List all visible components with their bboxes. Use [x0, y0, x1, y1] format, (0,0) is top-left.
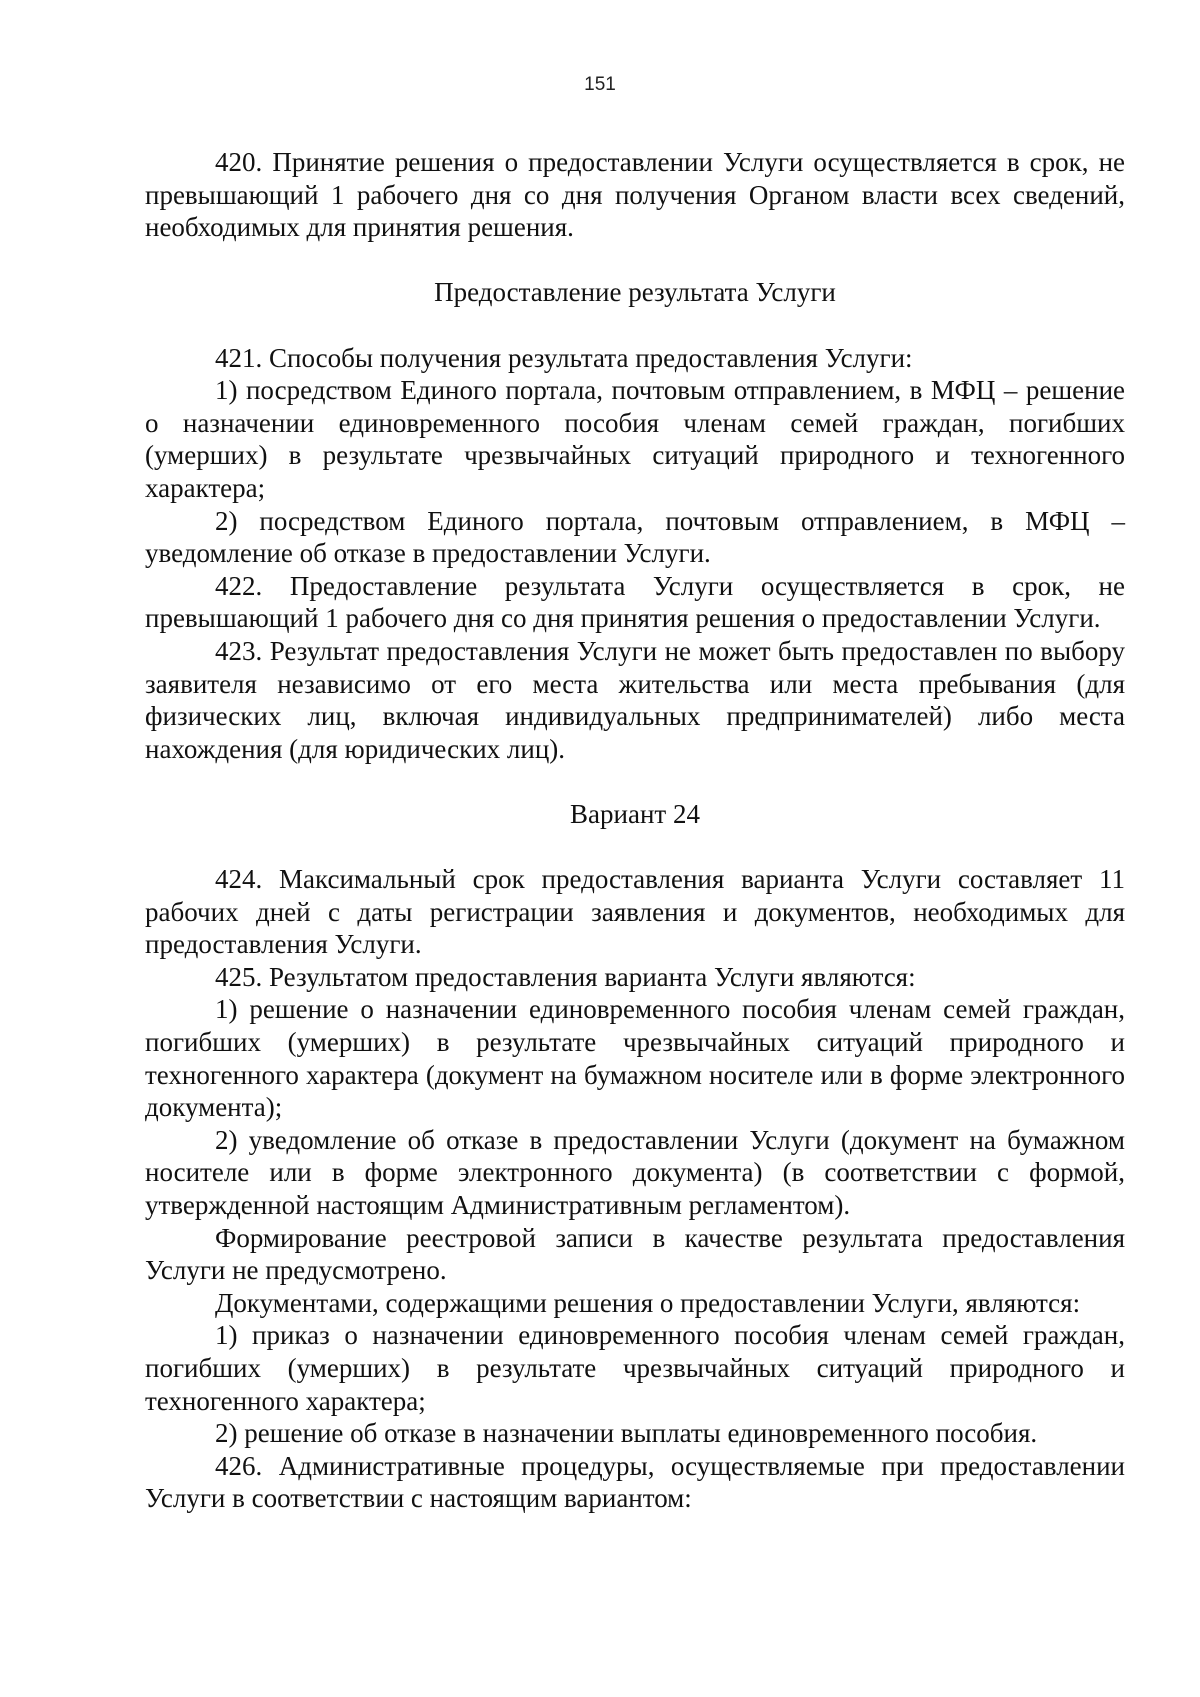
paragraph-425-item-1: 1) решение о назначении единовременного пособия членам семей граждан, погибших (умерших) в результате чрезвычайных ситуаций природного и техногенного характера (документ на бумажном носителе или в форме электронного документа);	[145, 994, 1125, 1123]
spacer	[145, 765, 1125, 798]
paragraph-424: 424. Максимальный срок предоставления варианта Услуги составляет 11 рабочих дней с даты регистрации заявления и документов, необходимых для предоставления Услуги.	[145, 864, 1125, 960]
paragraph-registry-record: Формирование реестровой записи в качестве результата предоставления Услуги не предусмотрено.	[145, 1222, 1125, 1286]
paragraph-decision-documents: Документами, содержащими решения о предоставлении Услуги, являются:	[215, 1287, 1081, 1318]
paragraph-decision-documents-item-2: 2) решение об отказе в назначении выплаты единовременного пособия.	[215, 1418, 1038, 1449]
paragraph-decision-documents-item-1: 1) приказ о назначении единовременного пособия членам семей граждан, погибших (умерших) в результате чрезвычайных ситуаций природного и техногенного характера;	[145, 1320, 1125, 1416]
section-heading-result: Предоставление результата Услуги	[434, 277, 836, 308]
paragraph-425-item-2: 2) уведомление об отказе в предоставлении Услуги (документ на бумажном носителе или в форме электронного документа) (в соответствии с формой, утвержденной настоящим Административным регламентом).	[145, 1124, 1125, 1220]
section-heading-variant-24: Вариант 24	[570, 798, 700, 829]
paragraph-421-item-1: 1) посредством Единого портала, почтовым отправлением, в МФЦ – решение о назначении единовременного пособия членам семей граждан, погибших (умерших) в результате чрезвычайных ситуаций природного и техногенного характера;	[145, 375, 1125, 503]
paragraph-420: 420. Принятие решения о предоставлении Услуги осуществляется в срок, не превышающий 1 рабочего дня со дня получения Органом власти всех сведений, необходимых для принятия решения.	[145, 147, 1125, 243]
paragraph-423: 423. Результат предоставления Услуги не может быть предоставлен по выбору заявителя независимо от его места жительства или места пребывания (для физических лиц, включая индивидуальных предпринимателей) либо места нахождения (для юридических лиц).	[145, 635, 1125, 764]
spacer	[145, 309, 1125, 342]
paragraph-421: 421. Способы получения результата предоставления Услуги:	[215, 342, 913, 373]
paragraph-426: 426. Административные процедуры, осуществляемые при предоставлении Услуги в соответствии с настоящим вариантом:	[145, 1450, 1125, 1514]
paragraph-422: 422. Предоставление результата Услуги осуществляется в срок, не превышающий 1 рабочего дня со дня принятия решения о предоставлении Услуги.	[145, 570, 1125, 634]
spacer	[145, 830, 1125, 863]
paragraph-421-item-2: 2) посредством Единого портала, почтовым отправлением, в МФЦ – уведомление об отказе в предоставлении Услуги.	[145, 505, 1125, 569]
document-body	[145, 146, 1125, 1515]
spacer	[145, 244, 1125, 277]
page-number: 151	[584, 74, 616, 95]
paragraph-425: 425. Результатом предоставления варианта Услуги являются:	[215, 961, 916, 992]
